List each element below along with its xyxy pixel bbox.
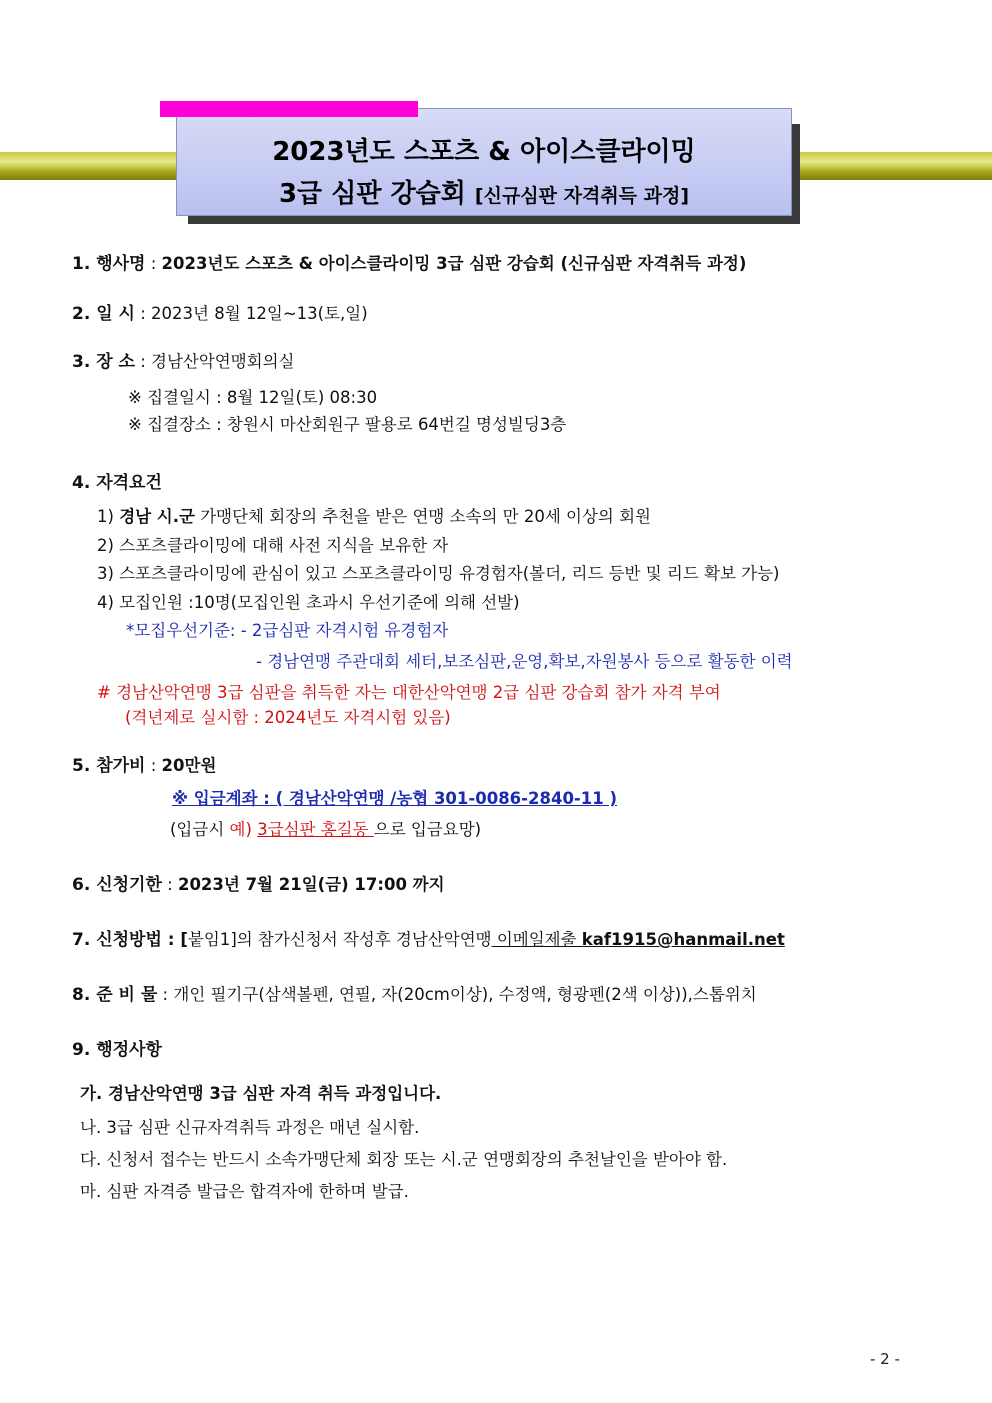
qualification-item-3: 3) 스포츠클라이밍에 관심이 있고 스포츠클라이밍 유경험자(볼더, 리드 등반 및 리드 확보 가능) bbox=[97, 564, 780, 583]
section-5-label: 5. 참가비 bbox=[72, 756, 146, 776]
item-text: 가맹단체 회장의 추천을 받은 연맹 소속의 만 20세 이상의 회원 bbox=[194, 507, 651, 526]
item-number: 1) bbox=[97, 507, 120, 526]
priority-criteria-1: *모집우선기준: - 2급심판 자격시험 유경험자 bbox=[126, 621, 449, 640]
example-name: 3급심판 홍길동 bbox=[257, 820, 374, 839]
fee: 20만원 bbox=[161, 756, 217, 775]
page-number: - 2 - bbox=[870, 1350, 900, 1368]
submit-method: 이메일제출 bbox=[491, 930, 582, 949]
supplies: 개인 필기구(삼색볼펜, 연필, 자(20cm이상), 수정액, 형광펜(2색 이상)),스톱위치 bbox=[173, 985, 757, 1004]
title-accent-bar bbox=[160, 101, 418, 117]
qualification-item-4: 4) 모집인원 :10명(모집인원 초과시 우선기준에 의해 선발) bbox=[97, 593, 520, 612]
sep: : bbox=[134, 304, 152, 323]
section-3 bbox=[72, 351, 294, 373]
section-1 bbox=[72, 253, 746, 275]
section-7-label: 7. 신청방법 : bbox=[72, 930, 175, 950]
qualification-item-1 bbox=[97, 506, 651, 528]
section-2 bbox=[72, 303, 368, 325]
email-link[interactable]: kaf1915@hanmail.net bbox=[581, 930, 785, 949]
meeting-time: ※ 집결일시 : 8월 12일(토) 08:30 bbox=[128, 388, 378, 407]
bracket: [ bbox=[174, 930, 188, 949]
region-bold: 경남 시.군 bbox=[119, 507, 195, 526]
priority-criteria-2: - 경남연맹 주관대회 세터,보조심판,운영,확보,자원봉사 등으로 활동한 이력 bbox=[256, 652, 793, 671]
admin-item: 마. 심판 자격증 발급은 합격자에 한하며 발급. bbox=[80, 1182, 409, 1201]
section-8-label: 8. 준 비 물 bbox=[72, 985, 158, 1005]
section-5 bbox=[72, 755, 216, 777]
section-4-label: 4. 자격요건 bbox=[72, 473, 162, 493]
admin-item: 다. 신청서 접수는 반드시 소속가맹단체 회장 또는 시.군 연맹회장의 추천날인을 받아야 함. bbox=[80, 1150, 728, 1169]
decor-band-left bbox=[0, 152, 182, 180]
event-place: 경남산악연맹회의실 bbox=[151, 352, 295, 371]
example-label: 예) bbox=[229, 820, 252, 839]
section-7 bbox=[72, 929, 785, 951]
text: 으로 입금요망) bbox=[373, 820, 482, 839]
text: (입금시 bbox=[170, 820, 230, 839]
section-6 bbox=[72, 874, 445, 896]
sep: : bbox=[161, 875, 178, 894]
meeting-place: ※ 집결장소 : 창원시 마산회원구 팔용로 64번길 명성빌딩3층 bbox=[128, 415, 567, 434]
sep: : bbox=[157, 985, 174, 1004]
title-main: 3급 심판 강습회 bbox=[278, 179, 466, 209]
section-3-label: 3. 장 소 bbox=[72, 352, 135, 372]
title-box bbox=[176, 108, 792, 216]
bank-account: ※ 입금계좌 : ( 경남산악연맹 /농협 301-0086-2840-11 ) bbox=[172, 789, 618, 808]
title-line-1: 2023년도 스포츠 & 아이스클라이밍 bbox=[272, 137, 696, 167]
qualification-item-2: 2) 스포츠클라이밍에 대해 사전 지식을 보유한 자 bbox=[97, 536, 449, 555]
attachment-ref: 붙임1 bbox=[187, 930, 231, 949]
decor-band-right bbox=[800, 152, 992, 180]
section-2-label: 2. 일 시 bbox=[72, 304, 135, 324]
event-name: 2023년도 스포츠 & 아이스클라이밍 3급 심판 강습회 (신규심판 자격취득 과정) bbox=[161, 254, 747, 273]
text: ]의 참가신청서 작성후 경남산악연맹 bbox=[230, 930, 492, 949]
deposit-instruction bbox=[170, 819, 481, 841]
section-1-label: 1. 행사명 bbox=[72, 254, 146, 274]
section-6-label: 6. 신청기한 bbox=[72, 875, 162, 895]
event-date: 2023년 8월 12일~13(토,일) bbox=[151, 304, 368, 323]
section-8 bbox=[72, 984, 757, 1006]
deadline: 2023년 7월 21일(금) 17:00 까지 bbox=[177, 875, 445, 894]
sep: : bbox=[145, 254, 162, 273]
sep: : bbox=[145, 756, 162, 775]
admin-item: 나. 3급 심판 신규자격취득 과정은 매년 실시함. bbox=[80, 1118, 420, 1137]
upgrade-notice: # 경남산악연맹 3급 심판을 취득한 자는 대한산악연맹 2급 심판 강습회 참가 자격 부여 bbox=[97, 683, 721, 702]
title-line-2 bbox=[177, 173, 791, 210]
section-9-label: 9. 행정사항 bbox=[72, 1040, 162, 1060]
title-sub: [신규심판 자격취득 과정] bbox=[474, 185, 690, 207]
upgrade-notice-note: (격년제로 실시함 : 2024년도 자격시험 있음) bbox=[125, 708, 451, 727]
admin-item: 가. 경남산악연맹 3급 심판 자격 취득 과정입니다. bbox=[80, 1084, 442, 1103]
sep: : bbox=[134, 352, 152, 371]
